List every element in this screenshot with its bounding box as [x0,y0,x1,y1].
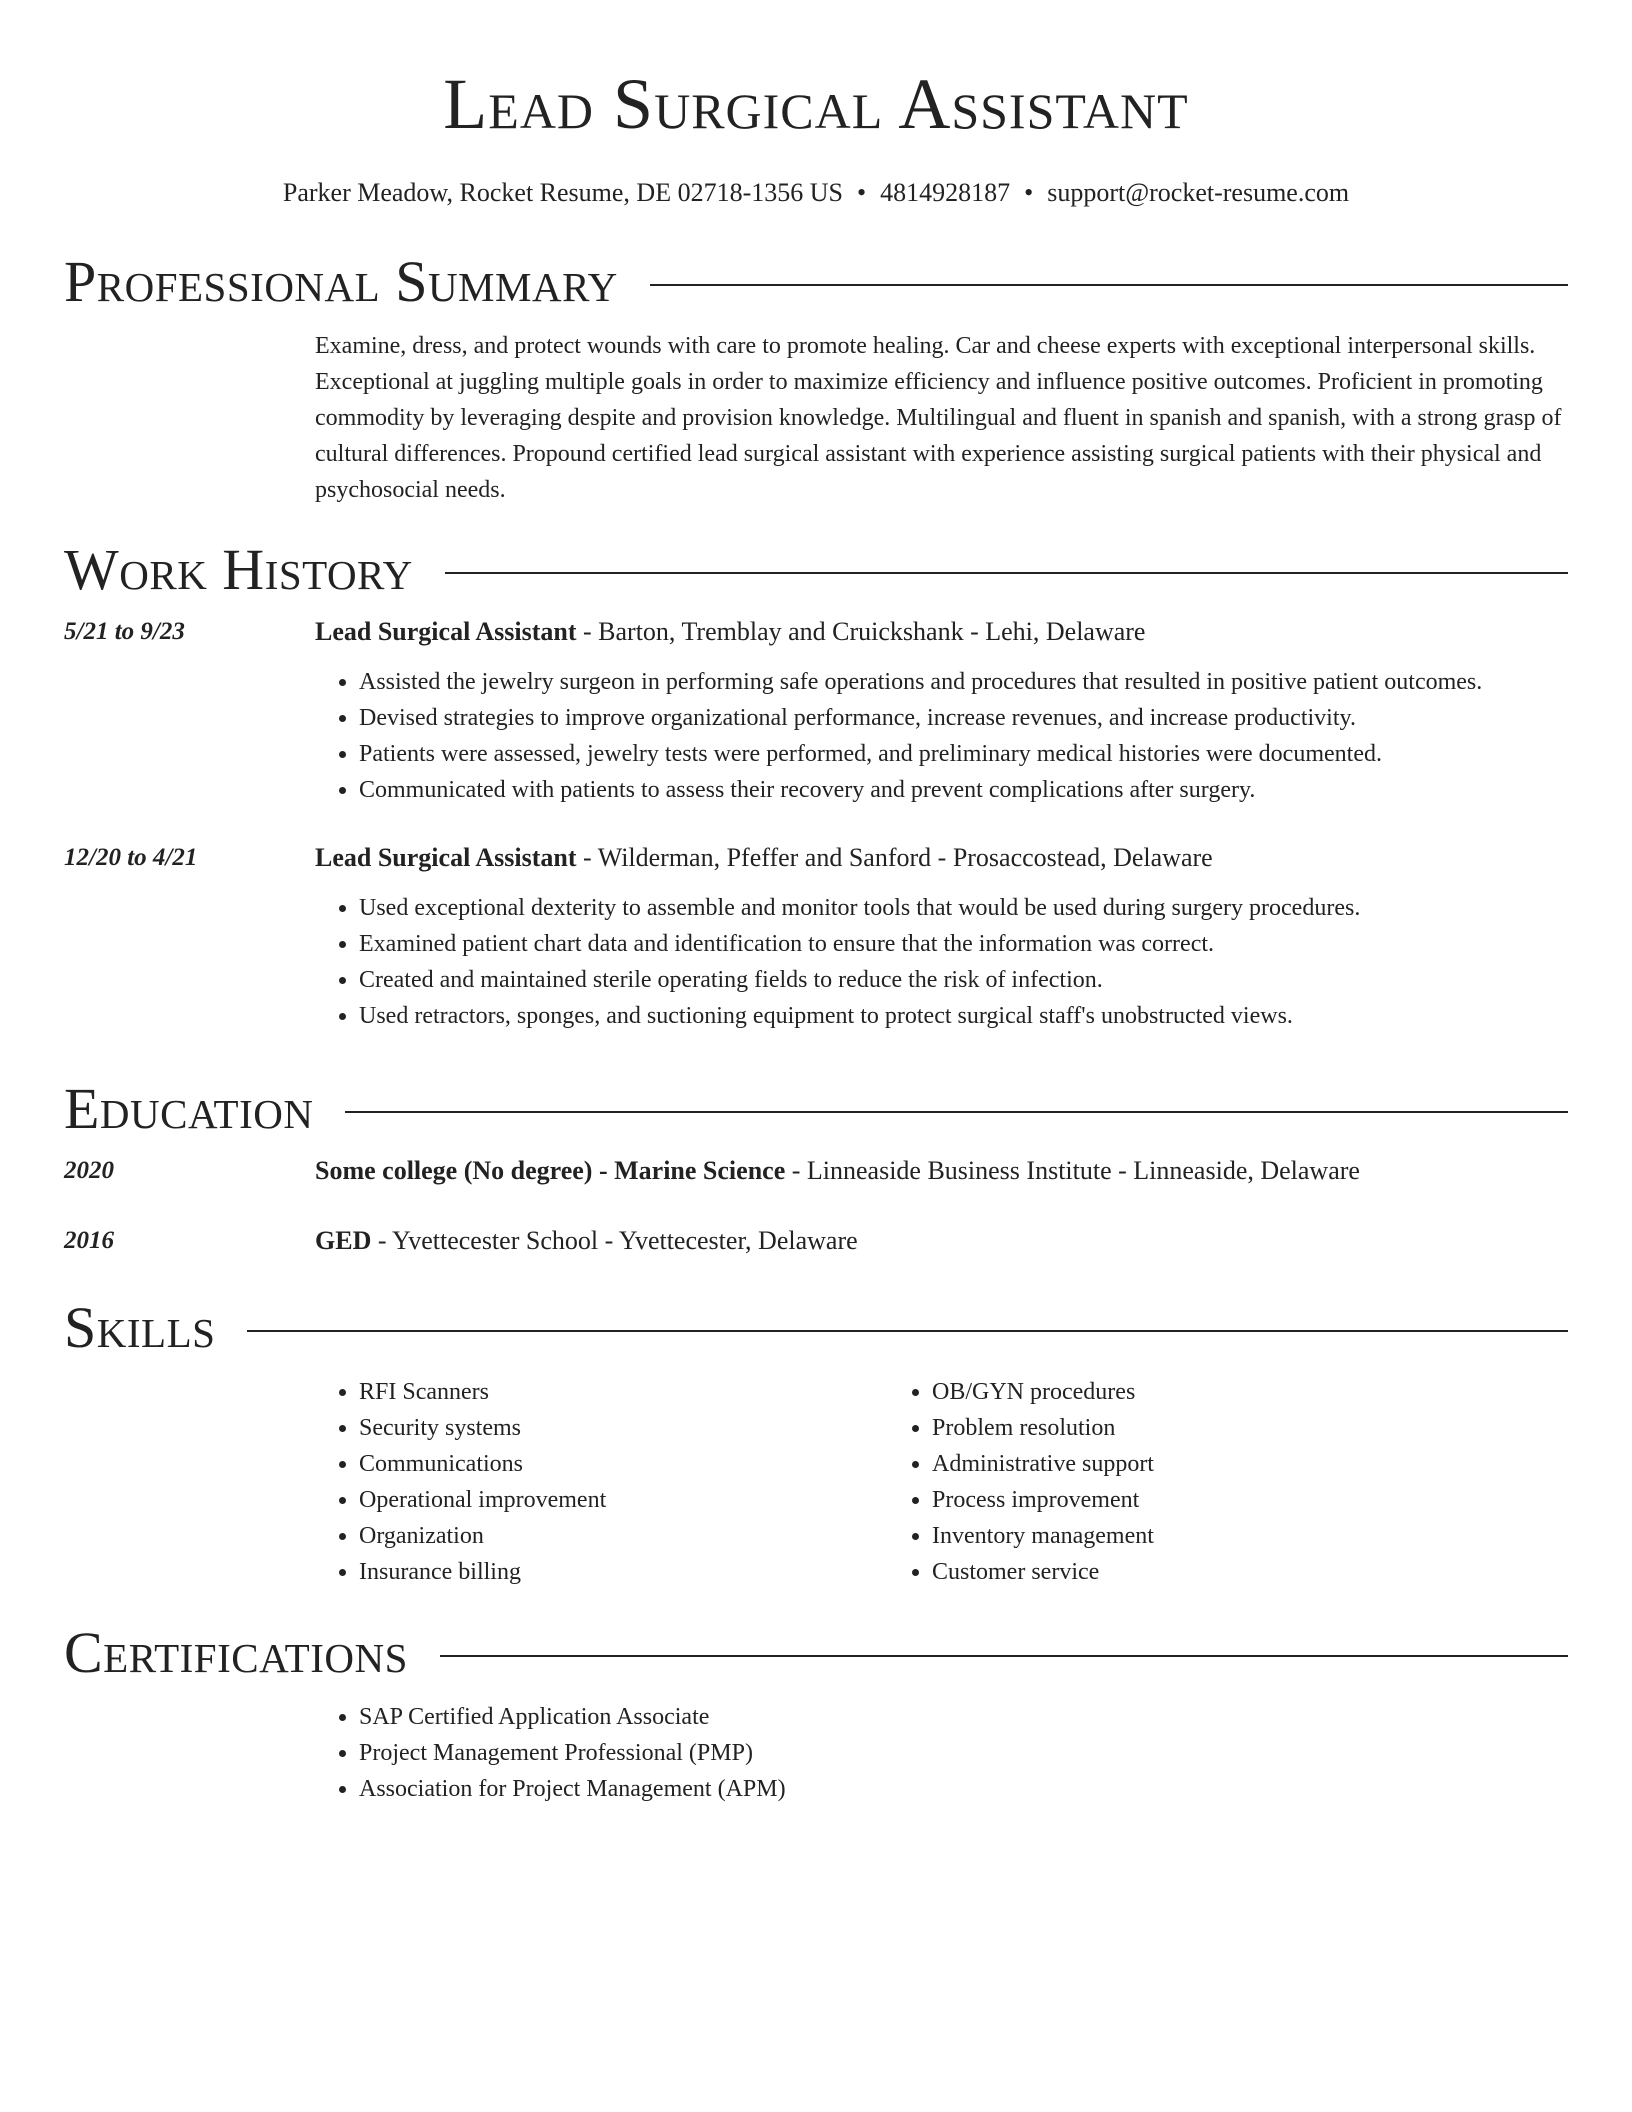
work-history-section [64,538,1568,1034]
contact-separator: • [1024,178,1034,207]
skill-item: • Customer service [932,1554,1461,1590]
summary-section [64,250,1568,508]
skill-item: • OB/GYN procedures [932,1374,1461,1410]
section-title: Skills [64,1295,216,1360]
skills-section [64,1296,1568,1590]
job-bullets [315,664,1568,808]
section-title: Work History [64,537,413,602]
section-divider [440,1655,1568,1657]
job-details: - Wilderman, Pfeffer and Sanford - Prosaccostead, Delaware [576,843,1213,872]
job-bullet: • Patients were assessed, jewelry tests were performed, and preliminary medical histories were documented. [359,736,1568,772]
section-divider [345,1111,1568,1113]
section-title: Professional Summary [64,249,618,314]
section-header [64,1621,1568,1685]
education-entry [64,1223,1568,1259]
job-bullet: • Communicated with patients to assess their recovery and prevent complications after surgery. [359,772,1568,808]
section-header [64,538,1568,602]
section-title: Education [64,1076,314,1141]
education-section [64,1077,1568,1259]
skill-item: • Administrative support [932,1446,1461,1482]
section-divider [247,1330,1568,1332]
contact-line [64,176,1568,210]
skills-list-left [315,1374,888,1590]
education-degree: Some college (No degree) - Marine Science [315,1156,786,1185]
section-header [64,1077,1568,1141]
certification-item: • SAP Certified Application Associate [359,1699,1568,1735]
section-header [64,1296,1568,1360]
resume-title: Lead Surgical Assistant [443,64,1189,144]
section-divider [650,284,1568,286]
contact-address: Parker Meadow, Rocket Resume, DE 02718-1356 US [282,178,843,207]
skill-item: • Insurance billing [359,1554,888,1590]
skills-columns [315,1374,1568,1590]
job-bullet: • Used retractors, sponges, and suctioning equipment to protect surgical staff's unobstructed views. [359,998,1568,1034]
job-bullet: • Assisted the jewelry surgeon in performing safe operations and procedures that resulted in positive patient outcomes. [359,664,1568,700]
job-bullet: • Created and maintained sterile operating fields to reduce the risk of infection. [359,962,1568,998]
job-bullet: • Used exceptional dexterity to assemble and monitor tools that would be used during surgery procedures. [359,890,1568,926]
resume-page [64,60,1568,1802]
skill-item: • Process improvement [932,1482,1461,1518]
skill-item: • Communications [359,1446,888,1482]
skills-list-right [888,1374,1461,1590]
skill-item: • Inventory management [932,1518,1461,1554]
certification-item: • Association for Project Management (APM) [359,1771,1568,1807]
contact-separator: • [856,178,867,207]
job-title: Lead Surgical Assistant [315,617,577,646]
job-bullet: • Examined patient chart data and identification to ensure that the information was correct. [359,926,1568,962]
job-bullets [315,890,1568,1034]
skill-item: • Organization [359,1518,888,1554]
skill-item: • Security systems [359,1410,888,1446]
job-entry [64,614,1568,808]
section-title: Certifications [64,1620,408,1685]
education-details: - Linneaside Business Institute - Linneaside, Delaware [785,1156,1360,1185]
job-bullet: • Devised strategies to improve organizational performance, increase revenues, and increase productivity. [359,700,1568,736]
contact-phone: 4814928187 [880,178,1011,207]
education-entry [64,1153,1568,1189]
section-divider [445,572,1568,574]
certifications-section [64,1621,1568,1807]
certification-item: • Project Management Professional (PMP) [359,1735,1568,1771]
contact-email: support@rocket-resume.com [1047,178,1350,207]
education-year: 2020 [64,1157,114,1184]
education-degree: GED [315,1226,372,1255]
job-dates: 5/21 to 9/23 [64,618,185,645]
section-header [64,250,1568,314]
skill-item: • Operational improvement [359,1482,888,1518]
certifications-list [315,1699,1568,1807]
skill-item: • Problem resolution [932,1410,1461,1446]
job-entry [64,840,1568,1034]
education-year: 2016 [64,1227,114,1254]
summary-text: Examine, dress, and protect wounds with care to promote healing. Car and cheese experts with exceptional interpersonal skills. Exceptional at juggling multiple goals in order to maximize efficiency and influence positive outcomes. Proficient in promoting commodity by leveraging despite and provision knowledge. Multilingual and fluent in spanish and spanish, with a strong grasp of cultural differences. Propound certified lead surgical assistant with experience assisting surgical patients with their physical and psychosocial needs. [315,333,1562,503]
skill-item: • RFI Scanners [359,1374,888,1410]
job-dates: 12/20 to 4/21 [64,844,198,871]
education-details: - Yvettecester School - Yvettecester, Delaware [371,1226,858,1255]
job-title: Lead Surgical Assistant [315,843,577,872]
job-details: - Barton, Tremblay and Cruickshank - Lehi, Delaware [576,617,1146,646]
